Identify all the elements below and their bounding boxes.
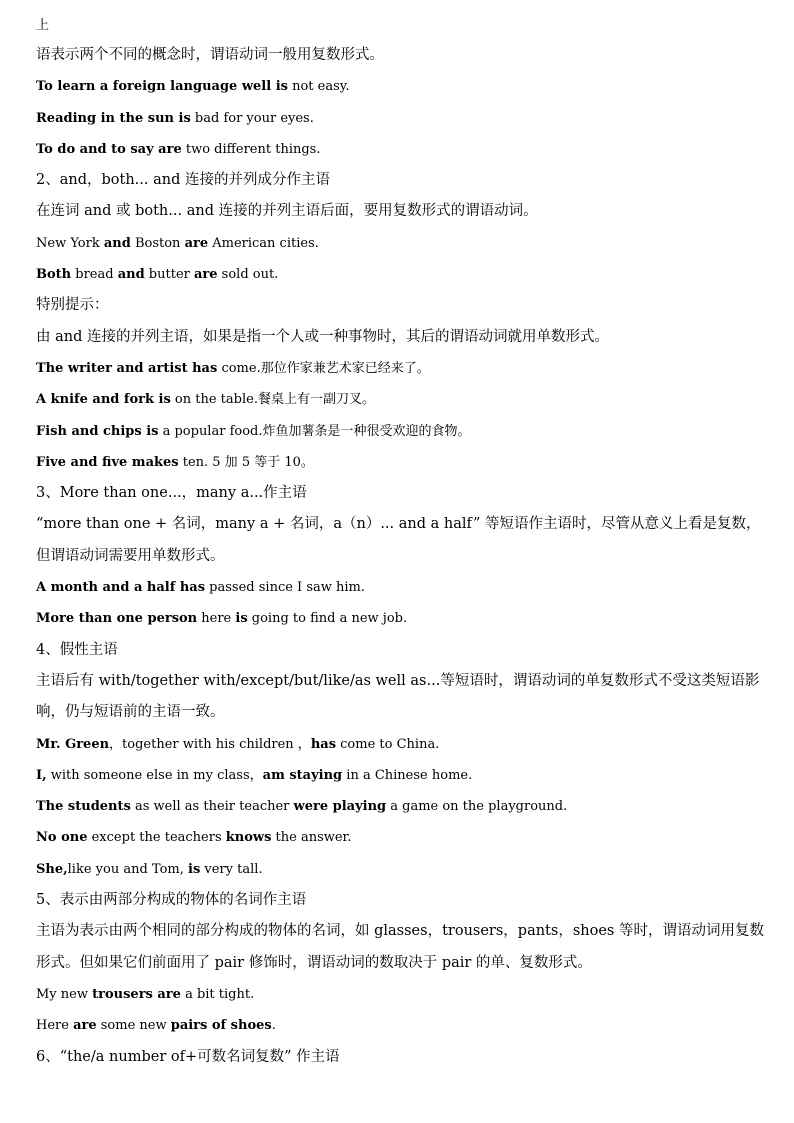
bold-text: A knife and fork is <box>36 392 171 408</box>
text-segment: 由 and 连接的并列主语，如果是指一个人或一种事物时，其后的谓语动词就用单数形式。 <box>36 328 609 345</box>
bold-text: were playing <box>293 799 387 815</box>
bold-text: am staying <box>262 767 343 783</box>
bold-text: are <box>73 1018 97 1034</box>
bold-text: are <box>194 267 218 283</box>
text-segment: come to China. <box>336 736 440 752</box>
text-line <box>36 478 766 509</box>
text-segment: with someone else in my class， <box>46 767 263 783</box>
text-segment: 特别提示： <box>36 297 109 314</box>
text-segment: two different things. <box>181 141 321 157</box>
text-line <box>36 760 766 791</box>
text-segment: 2、and，both... and 连接的并列成分作主语 <box>36 172 330 189</box>
text-line <box>36 384 766 415</box>
text-line <box>36 12 766 40</box>
bold-text: is <box>235 611 248 627</box>
text-segment: Here <box>36 1018 74 1034</box>
text-line <box>36 916 766 979</box>
text-segment: bad for your eyes. <box>190 110 314 126</box>
text-segment: not easy. <box>287 79 350 95</box>
text-segment: 主语后有 with/together with/except/but/like/as well as...等短语时，谓语动词的单复数形式不受这类短语影响，仍与短语前的主语一致。 <box>36 672 760 721</box>
bold-text: knows <box>225 830 272 846</box>
bold-text: Five and five makes <box>36 454 179 470</box>
text-segment: like you and Tom, <box>67 861 188 877</box>
bold-text: is <box>188 861 201 877</box>
bold-text: The writer and artist has <box>36 360 218 376</box>
text-segment: sold out. <box>217 267 279 283</box>
text-segment: My new <box>36 986 93 1002</box>
text-segment: 上 <box>36 18 50 33</box>
text-line <box>36 603 766 634</box>
text-line <box>36 322 766 353</box>
text-line <box>36 196 766 227</box>
text-line <box>36 416 766 447</box>
text-segment: a popular food.炸鱼加薯条是一种很受欢迎的食物。 <box>158 423 471 439</box>
text-segment: . <box>271 1018 276 1034</box>
text-line <box>36 572 766 603</box>
text-segment: a bit tight. <box>180 986 255 1002</box>
bold-text: To learn a foreign language well is <box>36 79 288 95</box>
text-line <box>36 635 766 666</box>
bold-text: More than one person <box>36 611 198 627</box>
text-segment: 6、“the/a number of+可数名词复数” 作主语 <box>36 1048 340 1065</box>
text-segment: in a Chinese home. <box>342 767 473 783</box>
text-line <box>36 103 766 134</box>
bold-text: trousers are <box>92 986 181 1002</box>
text-line <box>36 165 766 196</box>
text-segment: 在连词 and 或 both... and 连接的并列主语后面，要用复数形式的谓语动词。 <box>36 203 538 220</box>
text-line <box>36 353 766 384</box>
text-segment: 5、表示由两部分构成的物体的名词作主语 <box>36 892 307 909</box>
text-segment: 3、More than one...，many a...作主语 <box>36 485 307 502</box>
text-line <box>36 228 766 259</box>
bold-text: To do and to say are <box>36 141 182 157</box>
bold-text: has <box>310 736 337 752</box>
text-segment: as well as their teacher <box>130 799 294 815</box>
text-segment: here <box>197 611 236 627</box>
bold-text: Fish and chips is <box>36 423 159 439</box>
text-line <box>36 259 766 290</box>
text-segment: 4、假性主语 <box>36 641 118 658</box>
text-segment: New York <box>36 235 104 251</box>
document-body <box>36 12 766 1073</box>
bold-text: No one <box>36 830 88 846</box>
text-segment: “more than one + 名词，many a + 名词，a（n）... and a half” 等短语作主语时，尽管从意义上看是复数，但谓语动词需要用单数形式。 <box>36 516 761 564</box>
text-segment: a game on the playground. <box>386 799 568 815</box>
text-segment: come.那位作家兼艺术家已经来了。 <box>217 360 430 376</box>
text-line <box>36 791 766 822</box>
bold-text: Both <box>36 267 72 283</box>
text-line <box>36 1010 766 1041</box>
bold-text: and <box>117 267 145 283</box>
text-segment: ，together with his children ， <box>109 736 311 752</box>
text-segment: some new <box>96 1018 171 1034</box>
bold-text: are <box>184 235 209 251</box>
bold-text: She, <box>36 861 68 877</box>
text-line <box>36 854 766 885</box>
text-segment: going to find a new job. <box>247 611 408 627</box>
text-segment: passed since I saw him. <box>205 580 365 596</box>
text-line <box>36 979 766 1010</box>
bold-text: Reading in the sun is <box>36 110 191 126</box>
bold-text: Mr. Green <box>36 736 110 752</box>
bold-text: I, <box>36 767 47 783</box>
text-line <box>36 885 766 916</box>
text-line <box>36 822 766 853</box>
text-line <box>36 729 766 760</box>
text-line <box>36 134 766 165</box>
text-line <box>36 290 766 321</box>
text-segment: butter <box>144 267 194 283</box>
text-segment: 主语为表示由两个相同的部分构成的物体的名词，如 glasses，trousers，pants，shoes 等时，谓语动词用复数形式。但如果它们前面用了 pair 修饰时，谓语动词的数取决于 pair 的单、复数形式。 <box>36 923 764 971</box>
text-line <box>36 509 766 572</box>
text-segment: Boston <box>130 235 185 251</box>
text-line <box>36 447 766 478</box>
bold-text: The students <box>36 799 131 815</box>
bold-text: A month and a half has <box>36 580 206 596</box>
text-line <box>36 1042 766 1073</box>
text-segment: very tall. <box>200 861 263 877</box>
text-line <box>36 666 766 729</box>
text-segment: American cities. <box>208 235 319 251</box>
text-line <box>36 40 766 71</box>
text-segment: bread <box>71 267 118 283</box>
text-segment: except the teachers <box>87 830 226 846</box>
text-segment: ten. 5 加 5 等于 10。 <box>178 454 314 470</box>
text-line <box>36 71 766 102</box>
bold-text: pairs of shoes <box>170 1018 272 1034</box>
text-segment: on the table.餐桌上有一副刀叉。 <box>170 392 375 408</box>
bold-text: and <box>103 235 131 251</box>
text-segment: the answer. <box>271 830 352 846</box>
text-segment: 语表示两个不同的概念时，谓语动词一般用复数形式。 <box>36 47 384 63</box>
